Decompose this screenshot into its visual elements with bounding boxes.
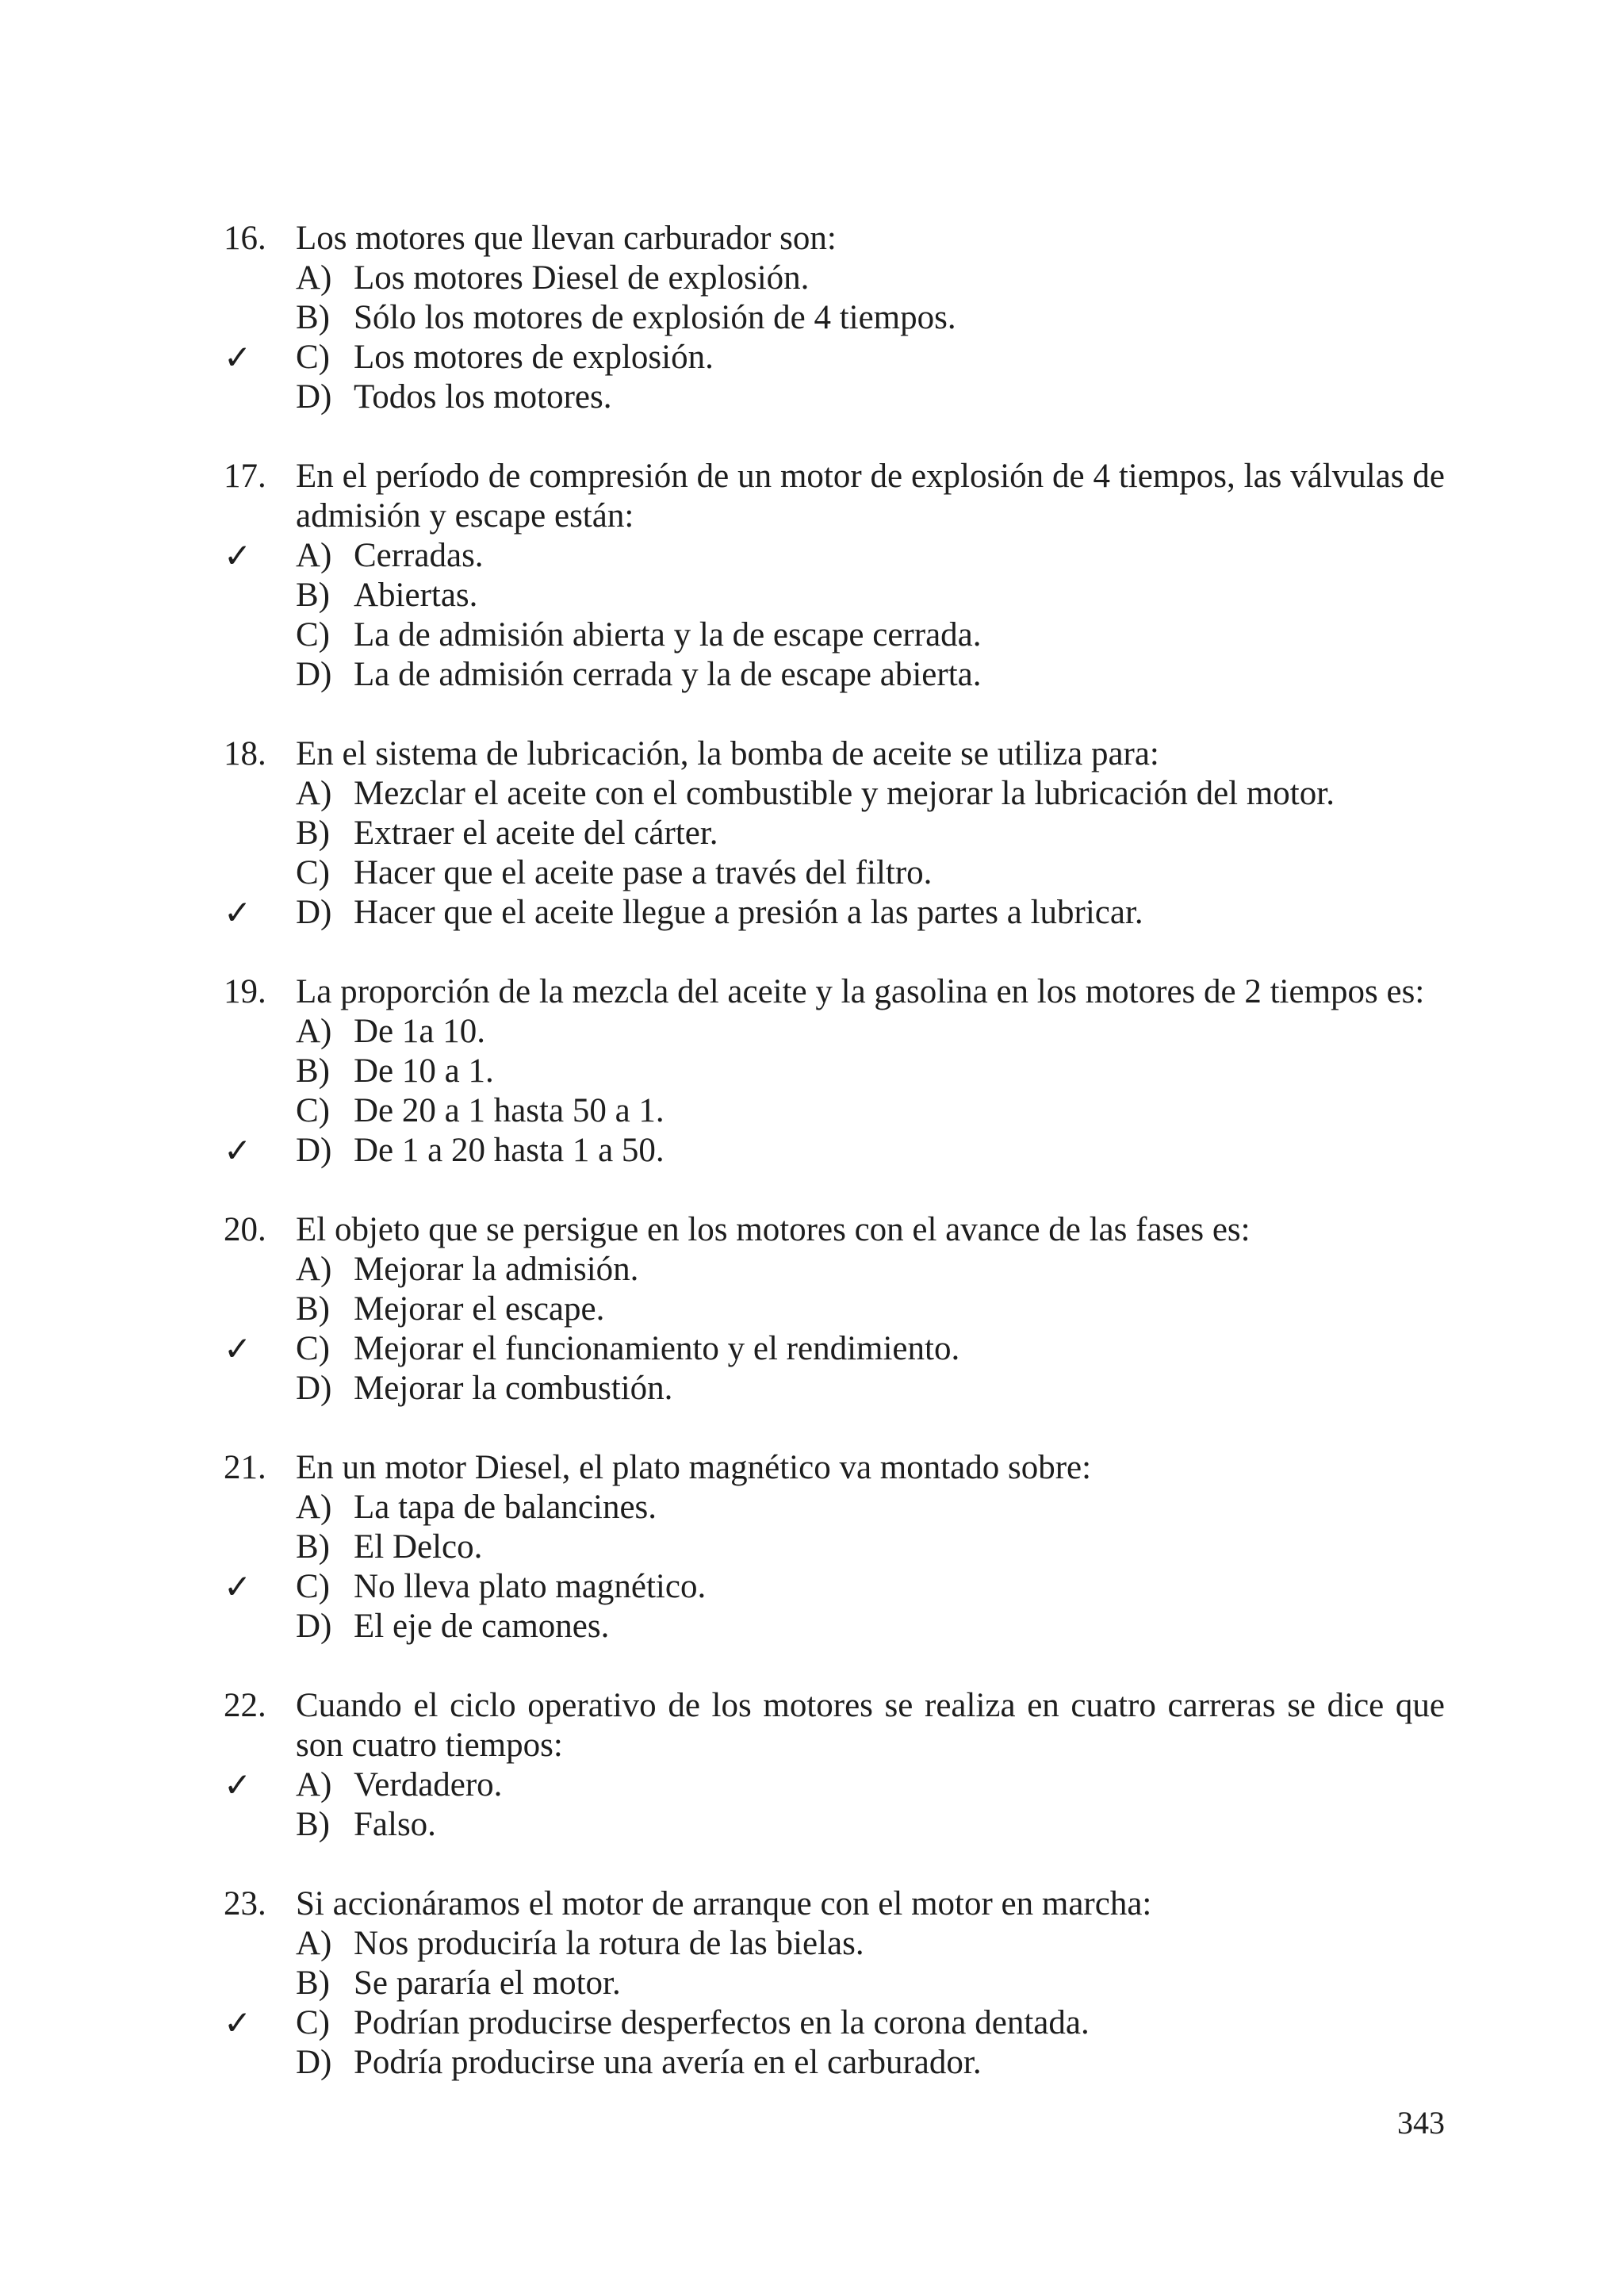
option-letter: B) [296, 299, 330, 336]
option-text: La de admisión abierta y la de escape cerrada. [354, 616, 982, 654]
option-text: De 10 a 1. [354, 1052, 494, 1090]
checkmark-icon: ✓ [224, 1567, 252, 1606]
checkmark-icon: ✓ [224, 1765, 252, 1804]
answer-option [224, 1805, 1445, 1845]
question-stem [224, 972, 1445, 1012]
answer-option [224, 1091, 1445, 1131]
checkmark-icon: ✓ [224, 536, 252, 575]
option-text: Sólo los motores de explosión de 4 tiempos. [354, 299, 956, 336]
answer-option [224, 1012, 1445, 1052]
question-number: 17. [224, 458, 266, 495]
checkmark-icon: ✓ [224, 893, 252, 932]
answer-option [224, 2043, 1445, 2083]
answer-option-correct [224, 1765, 1445, 1805]
answer-option-correct [224, 893, 1445, 933]
option-text: Se pararía el motor. [354, 1964, 621, 2002]
checkmark-icon: ✓ [224, 2003, 252, 2042]
option-text: De 20 a 1 hasta 50 a 1. [354, 1092, 665, 1129]
option-text: La de admisión cerrada y la de escape abierta. [354, 656, 982, 693]
answer-option [224, 378, 1445, 417]
question-number: 23. [224, 1885, 266, 1922]
answer-option [224, 1052, 1445, 1091]
option-letter: A) [296, 1766, 332, 1803]
question-stem [224, 734, 1445, 774]
option-letter: C) [296, 2004, 330, 2041]
question-item [224, 972, 1445, 1171]
question-number: 16. [224, 220, 266, 257]
question-number: 21. [224, 1449, 266, 1486]
answer-option [224, 1250, 1445, 1290]
option-text: Cerradas. [354, 537, 484, 574]
answer-option [224, 1290, 1445, 1329]
question-text: La proporción de la mezcla del aceite y la gasolina en los motores de 2 tiempos es: [296, 973, 1425, 1010]
answer-option [224, 1964, 1445, 2003]
question-stem [224, 1686, 1445, 1765]
answer-option-correct [224, 2003, 1445, 2043]
question-number: 18. [224, 735, 266, 772]
answer-option [224, 655, 1445, 695]
option-letter: B) [296, 1806, 330, 1843]
option-letter: D) [296, 2044, 332, 2081]
question-item [224, 734, 1445, 933]
question-text: Cuando el ciclo operativo de los motores se realiza en cuatro carreras se dice que son cuatro tiempos: [296, 1687, 1445, 1764]
question-text: Los motores que llevan carburador son: [296, 220, 837, 257]
option-letter: A) [296, 775, 332, 812]
option-letter: B) [296, 815, 330, 852]
answer-option [224, 1527, 1445, 1567]
question-item [224, 457, 1445, 695]
option-text: Verdadero. [354, 1766, 503, 1803]
option-text: De 1a 10. [354, 1013, 485, 1050]
option-letter: B) [296, 1528, 330, 1566]
option-letter: D) [296, 378, 332, 416]
option-letter: A) [296, 1013, 332, 1050]
checkmark-icon: ✓ [224, 338, 252, 377]
answer-option [224, 814, 1445, 853]
question-stem [224, 1210, 1445, 1250]
answer-option-correct [224, 1567, 1445, 1607]
question-item [224, 1686, 1445, 1845]
question-stem [224, 1448, 1445, 1488]
question-item [224, 1884, 1445, 2083]
option-letter: A) [296, 537, 332, 574]
option-text: La tapa de balancines. [354, 1489, 657, 1526]
option-text: Mejorar el funcionamiento y el rendimiento. [354, 1330, 960, 1367]
option-letter: D) [296, 1132, 332, 1169]
option-letter: C) [296, 1092, 330, 1129]
checkmark-icon: ✓ [224, 1131, 252, 1170]
question-text: Si accionáramos el motor de arranque con el motor en marcha: [296, 1885, 1152, 1922]
option-letter: C) [296, 339, 330, 376]
question-list [224, 219, 1445, 2122]
question-item [224, 1210, 1445, 1409]
option-text: Extraer el aceite del cárter. [354, 815, 718, 852]
option-letter: A) [296, 1251, 332, 1288]
option-text: Mejorar la admisión. [354, 1251, 639, 1288]
option-text: Nos produciría la rotura de las bielas. [354, 1925, 864, 1962]
option-text: El Delco. [354, 1528, 483, 1566]
answer-option-correct [224, 536, 1445, 576]
option-letter: C) [296, 854, 330, 891]
question-text: En un motor Diesel, el plato magnético va montado sobre: [296, 1449, 1092, 1486]
option-letter: B) [296, 1052, 330, 1090]
option-text: Mejorar la combustión. [354, 1370, 673, 1407]
option-text: Todos los motores. [354, 378, 612, 416]
answer-option [224, 1488, 1445, 1527]
question-number: 20. [224, 1211, 266, 1248]
option-text: Abiertas. [354, 577, 478, 614]
answer-option [224, 1924, 1445, 1964]
answer-option-correct [224, 338, 1445, 378]
answer-option [224, 1369, 1445, 1409]
answer-option [224, 298, 1445, 338]
answer-option-correct [224, 1131, 1445, 1171]
option-text: No lleva plato magnético. [354, 1568, 707, 1605]
option-text: Falso. [354, 1806, 436, 1843]
option-text: Los motores de explosión. [354, 339, 714, 376]
option-letter: B) [296, 1290, 330, 1328]
option-text: Los motores Diesel de explosión. [354, 259, 810, 297]
question-number: 19. [224, 973, 266, 1010]
option-text: El eje de camones. [354, 1608, 610, 1645]
option-text: Mejorar el escape. [354, 1290, 605, 1328]
option-letter: C) [296, 616, 330, 654]
option-letter: C) [296, 1568, 330, 1605]
answer-option [224, 576, 1445, 615]
option-letter: D) [296, 1370, 332, 1407]
question-text: En el sistema de lubricación, la bomba de aceite se utiliza para: [296, 735, 1159, 772]
answer-option-correct [224, 1329, 1445, 1369]
option-text: Mezclar el aceite con el combustible y mejorar la lubricación del motor. [354, 775, 1335, 812]
question-number: 22. [224, 1687, 266, 1724]
option-letter: B) [296, 1964, 330, 2002]
question-item [224, 219, 1445, 417]
option-letter: A) [296, 259, 332, 297]
option-letter: D) [296, 656, 332, 693]
option-letter: C) [296, 1330, 330, 1367]
option-letter: D) [296, 894, 332, 931]
option-text: Hacer que el aceite llegue a presión a las partes a lubricar. [354, 894, 1143, 931]
question-text: En el período de compresión de un motor de explosión de 4 tiempos, las válvulas de admisión y escape están: [296, 458, 1445, 535]
answer-option [224, 774, 1445, 814]
question-stem [224, 457, 1445, 536]
option-text: Podrían producirse desperfectos en la corona dentada. [354, 2004, 1090, 2041]
answer-option [224, 259, 1445, 298]
page-number: 343 [1397, 2105, 1445, 2141]
checkmark-icon: ✓ [224, 1329, 252, 1368]
question-text: El objeto que se persigue en los motores con el avance de las fases es: [296, 1211, 1251, 1248]
question-stem [224, 1884, 1445, 1924]
option-text: De 1 a 20 hasta 1 a 50. [354, 1132, 665, 1169]
question-item [224, 1448, 1445, 1646]
option-text: Hacer que el aceite pase a través del filtro. [354, 854, 933, 891]
option-text: Podría producirse una avería en el carburador. [354, 2044, 982, 2081]
option-letter: D) [296, 1608, 332, 1645]
question-stem [224, 219, 1445, 259]
answer-option [224, 615, 1445, 655]
option-letter: A) [296, 1489, 332, 1526]
option-letter: A) [296, 1925, 332, 1962]
option-letter: B) [296, 577, 330, 614]
answer-option [224, 1607, 1445, 1646]
answer-option [224, 853, 1445, 893]
